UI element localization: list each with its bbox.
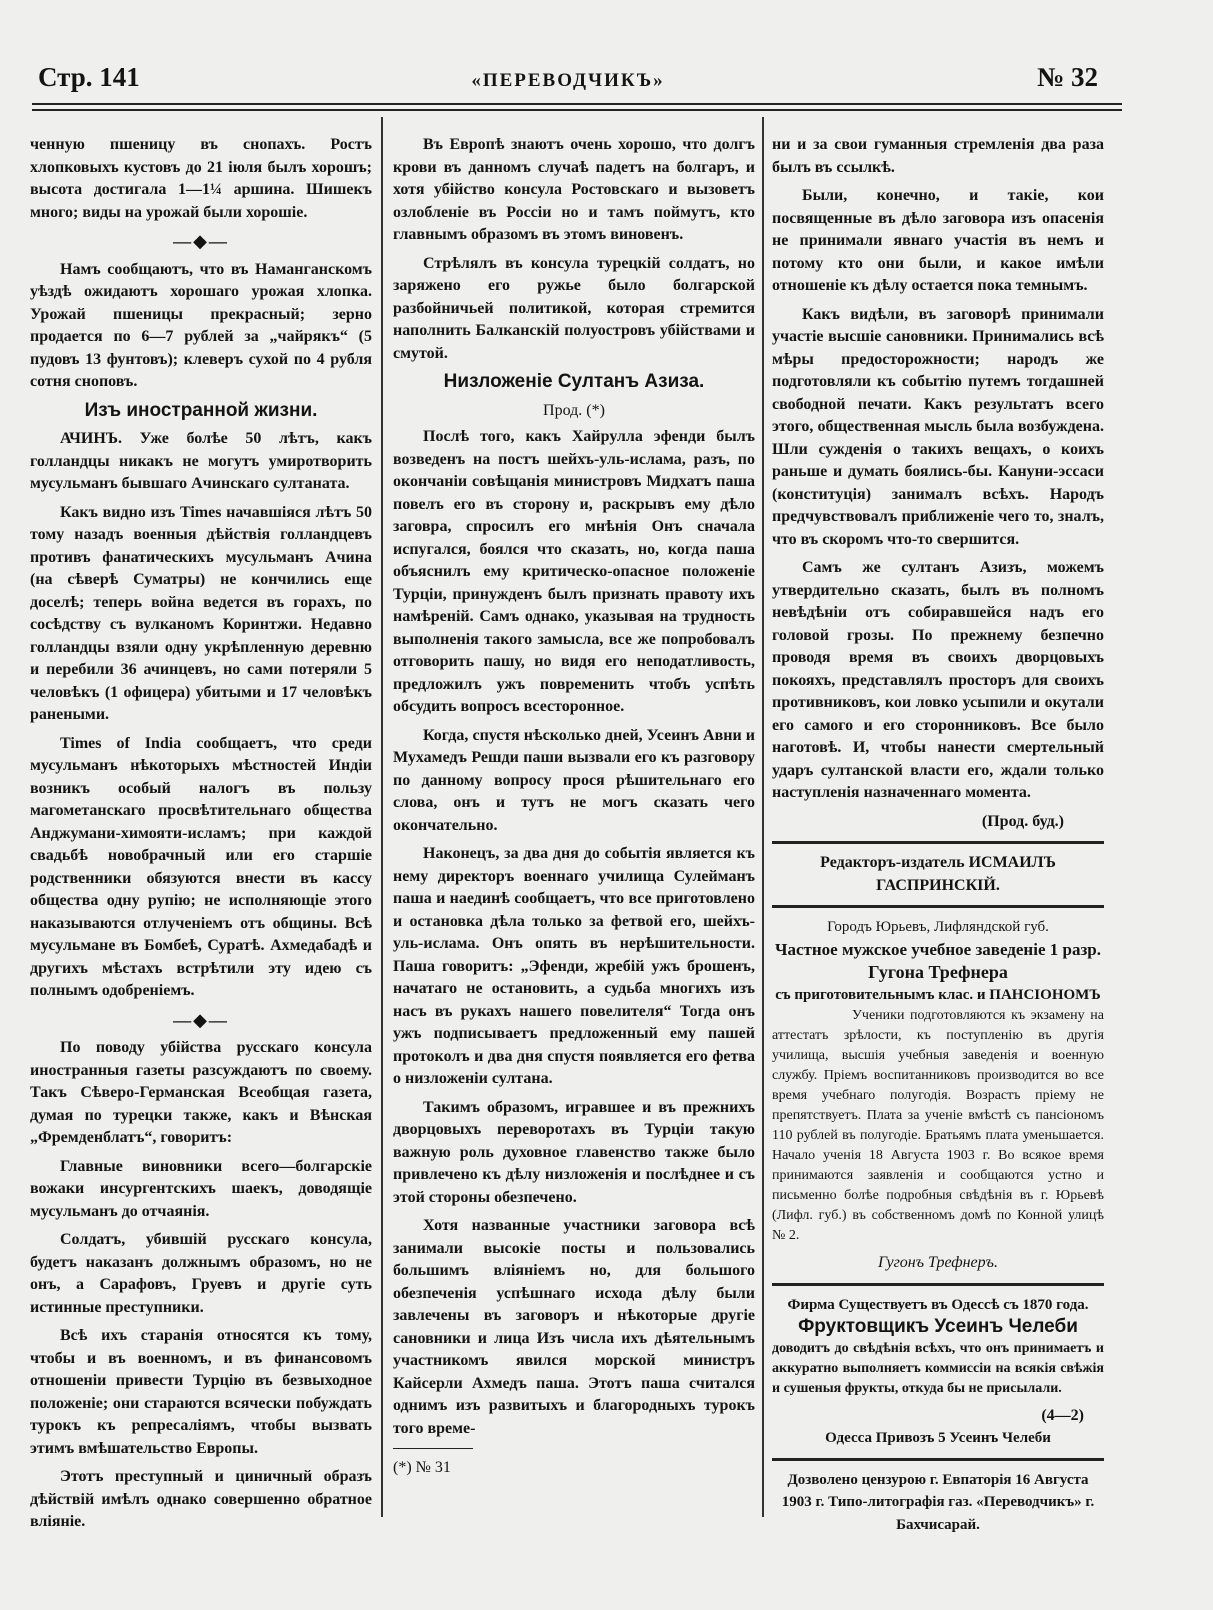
editor-line: Редакторъ-издатель ИСМАИЛЪ ГАСПРИНСКІЙ. — [820, 854, 1056, 894]
paragraph: Такимъ образомъ, игравшее и въ прежнихъ дворцовыхъ переворотахъ въ Турціи такую важную роль духовное главенство также было привлечено къ дѣлу низложенія и послѣднее и съ этой стороны обезпечено. — [393, 1098, 755, 1206]
paragraph: Этотъ преступный и циничный образъ дѣйствій имѣлъ однако совершенно обратное вліяніе. — [30, 1468, 372, 1530]
continued-note: Прод. (*) — [543, 401, 605, 419]
ad-city: Городъ Юрьевъ, Лифляндской губ. — [827, 919, 1049, 935]
paragraph: Главные виновники всего—болгарскіе вожаки инсургентскихъ шаекъ, доводящіе мусульманъ до отчаянія. — [30, 1157, 372, 1220]
ad-title: Частное мужское учебное заведеніе 1 разр. — [774, 939, 1101, 959]
paragraph: Какъ видно изъ Times начавшіяся лѣтъ 50 тому назадъ военныя дѣйствія голландцевъ противъ фанатическихъ мусульманъ Ачина (на сѣверѣ Суматры) не кончились еще доселѣ; теперь война ведется въ горахъ, по сосѣдству съ вулканомъ Коринтжи. Недавно голландцы взяли одну укрѣпленную деревню и перебили 36 ачинцевъ, но сами потеряли 5 человѣкъ (1 офицера) убитыми и 17 человѣкъ ранеными. — [30, 503, 372, 723]
paragraph: Хотя названные участники заговора всѣ занимали высокіе посты и пользовались большимъ вліяніемъ но, для большого обезпеченія успѣшнаго исхода дѣлу были завлечены въ заговоръ и нѣкоторые другіе сановники и лица Изъ числа ихъ дѣятельнымъ участникомъ явился морской министръ Кайсерли Ахмедъ паша. Этотъ паша считался однимъ изъ развитыхъ и благородныхъ турокъ того време- — [393, 1217, 755, 1437]
issue-number: № 32 — [1037, 62, 1098, 92]
column-1 — [30, 134, 372, 1540]
advertisement-fruit — [772, 1294, 1104, 1450]
paragraph: Всѣ ихъ старанія относятся къ тому, чтобы и въ военномъ, и въ финансовомъ отношеніи привести Турцію въ безвыходное положеніе; они стараются всячески побуждать турокъ къ репресаліямъ, чтобы вызвать этимъ вмѣшательство Европы. — [30, 1327, 372, 1457]
censorship-note: Дозволено цензурою г. Евпаторія 16 Августа 1903 г. Типо-литографія газ. «Переводчикъ» г. Бахчисарай. — [781, 1471, 1095, 1533]
paragraph: ни и за свои гуманныя стремленія два раза былъ въ ссылкѣ. — [772, 136, 1104, 176]
ad-firm: Фирма Существуетъ въ Одессѣ съ 1870 года. — [787, 1296, 1089, 1313]
ornament-separator: —◆— — [173, 1009, 229, 1030]
footnote: (*) № 31 — [393, 1459, 451, 1476]
rule — [772, 1283, 1104, 1286]
column-2 — [393, 134, 755, 1480]
ad-name: Фруктовщикъ Усеинъ Челеби — [798, 1316, 1078, 1337]
ad-signature: Гугонъ Трефнеръ. — [878, 1254, 998, 1271]
rule — [772, 1458, 1104, 1461]
ad-body: доводитъ до свѣдѣнія всѣхъ, что онъ принимаетъ и аккуратно выполняетъ коммиссіи на всякія свѣжія и сушеныя фрукты, откуда бы не присылали. — [772, 1340, 1104, 1396]
column-divider — [381, 117, 383, 1517]
paragraph: Въ Европѣ знаютъ очень хорошо, что долгъ крови въ данномъ случаѣ падетъ на болгаръ, и хотя убійство консула Ростовскаго и вызоветъ озлобленіе въ Россіи но и тамъ поймутъ, кто главнымъ образомъ въ этомъ виновенъ. — [393, 136, 755, 243]
ad-address: Одесса Привозъ 5 Усеинъ Челеби — [825, 1430, 1051, 1446]
paragraph: Были, конечно, и такіе, кои посвященные въ дѣло заговора изъ опасенія не принимали явнаго участія въ немъ и потому кто они были, и какое имѣли отношеніе къ дѣлу остается пока темнымъ. — [772, 187, 1104, 294]
footnote-rule — [393, 1448, 473, 1449]
paragraph: Наконецъ, за два дня до событія является къ нему директоръ военнаго училища Сулейманъ паша и наединѣ сообщаетъ, что все приготовлено и остановка дѣла только за фетвой его, шейхъ-уль-ислама. Онъ опять въ нерѣшительности. Паша говоритъ: „Эфенди, жребій ужъ брошенъ, начатаго не остановить, а судьба многихъ изъ насъ въ рукахъ нашего повелителя“ Тогда онъ ужъ подписываетъ предложенный ему пашей протоколъ и два дня спустя появляется его фетва о низложеніи султана. — [393, 845, 755, 1087]
page-number: Стр. 141 — [38, 62, 140, 92]
paragraph: По поводу убійства русскаго консула иностранныя газеты разсуждаютъ по своему. Такъ Сѣверо-Германская Всеобщая газета, думая по турецки также, какъ и Вѣнская „Фремденблатъ“, говоритъ: — [30, 1039, 372, 1146]
header-rule — [32, 103, 1122, 111]
ad-name: Гугона Трефнера — [868, 962, 1008, 982]
paragraph: АЧИНЪ. Уже болѣе 50 лѣтъ, какъ голландцы никакъ не могутъ умиротворить мусульманъ бывшаго Ачинскаго султаната. — [30, 430, 372, 492]
article-heading: Низложеніе Султанъ Азиза. — [443, 371, 705, 392]
paragraph: Times of India сообщаетъ, что среди мусульманъ нѣкоторыхъ мѣстностей Индіи возникъ особый налогъ въ пользу магометанскаго просвѣтительнаго общества Анджумани-химояти-исламъ; при каждой свадьбѣ новобрачный или его старшіе родственники обязуются внести въ кассу общества одну рупію; не исполняющіе этого наказываются отлученіемъ отъ общины. Всѣ мусульмане въ Бомбеѣ, Суратѣ. Ахмедабадѣ и другихъ мѣстахъ встрѣтили эту идею съ полнымъ одобреніемъ. — [30, 734, 372, 999]
paragraph: Когда, спустя нѣсколько дней, Усеинъ Авни и Мухамедъ Решди паши вызвали его къ разговору по данному вопросу прося рѣшительнаго его слова, онъ и тутъ не могъ сказать чего окончательно. — [393, 726, 755, 834]
column-divider — [762, 117, 764, 1517]
masthead — [38, 62, 1098, 102]
ad-code: (4—2) — [1041, 1406, 1084, 1424]
paragraph: Стрѣлялъ въ консула турецкій солдатъ, но заряжено его ружье было болгарской разбойничьей политикой, которая стремится наполнить Балканскій полуостровъ убійствами и смутой. — [393, 254, 755, 362]
paragraph: ченную пшеницу въ снопахъ. Ростъ хлопковыхъ кустовъ до 21 іюля былъ хорошъ; высота достигала 1—1¼ аршина. Шишекъ много; виды на урожай были хорошіе. — [30, 136, 372, 221]
newspaper-title: «ПЕРЕВОДЧИКЪ» — [471, 70, 665, 91]
ad-body: Ученики подготовляются къ экзамену на аттестатъ зрѣлости, къ поступленію въ другія училища, высшія учебныя заведенія и военную службу. Пріемъ воспитанниковъ производится во все время учебнаго полугодія. Возрастъ пріему не препятствуетъ. Плата за ученіе вмѣстѣ съ пансіономъ 110 рублей въ полугодіе. Братьямъ плата уменьшается. Начало ученія 18 Августа 1903 г. Во всякое время принимаются заявленія и сообщаются устно и письменно болѣе подробныя свѣдѣнія въ г. Юрьевѣ (Лифл. губ.) въ собственномъ домѣ по Конной улицѣ № 2. — [772, 1008, 1104, 1243]
paragraph: Солдатъ, убившій русскаго консула, будетъ наказанъ должнымъ образомъ, но не онъ, а Сарафовъ, Груевъ и другіе суть истинные преступники. — [30, 1231, 372, 1316]
ad-subtitle: съ приготовительнымъ клас. и ПАНСІОНОМЪ — [775, 986, 1101, 1003]
paragraph: Намъ сообщаютъ, что въ Наманганскомъ уѣздѣ ожидаютъ хорошаго урожая хлопка. Урожай пшеницы прекрасный; зерно продается по 6—7 рублей за „чайрякъ“ (5 пудовъ 13 фунтовъ); клеверъ сухой по 4 рубля сотня сноповъ. — [30, 260, 372, 390]
paragraph: Послѣ того, какъ Хайрулла эфенди былъ возведенъ на постъ шейхъ-уль-ислама, разъ, по окончаніи совѣщанія министровъ Мидхатъ паша повелъ его въ сторону и, раскрывъ ему дѣло заговра, спросилъ его мнѣнія Онъ сначала испугался, боялся что сказать, но, когда паша объяснилъ ему критическо-опасное положеніе Турціи, принужденъ былъ признать правоту ихъ намѣреній. Самъ однако, указывая на трудность выполненія такого замысла, все же попробовалъ отговорить пашу, но видя его неподатливость, предложилъ ужъ повременить чтобъ успѣть обсудить вопросъ всесторонное. — [393, 428, 755, 715]
ornament-separator: —◆— — [173, 231, 229, 251]
paragraph: Какъ видѣли, въ заговорѣ принимали участіе высшіе сановники. Принимались всѣ мѣры предосторожности; народъ же подготовляли къ событію путемъ тогдашней свободной печати. Какъ результатъ всего этого, общественная мысль была возбуждена. Шли сужденія о такихъ вещахъ, о коихъ раньше и думать боялись-бы. Кануни-эссаси (конституція) занималъ всѣхъ. Народъ предчувствовалъ приближеніе чего то, зналъ, что въ скоромъ что-то свершится. — [772, 305, 1104, 548]
column-3 — [772, 134, 1104, 1536]
rule — [772, 841, 1104, 844]
rule — [772, 905, 1104, 908]
section-heading: Изъ иностранной жизни. — [84, 399, 318, 421]
paragraph: Самъ же султанъ Азизъ, можемъ утвердительно сказать, былъ въ полномъ невѣдѣніи отъ собиравшейся надъ его головой грозы. По прежнему безпечно проводя время въ своихъ дворцовыхъ покояхъ, представлялъ просторъ для своихъ противниковъ, кои ловко усыпили и окутали его самого и его сторонниковъ. Все было наготовѣ. И, чтобы нанести смертельный ударъ султанской власти его, ждали только наступленія назначеннаго момента. — [772, 559, 1104, 801]
advertisement-school — [772, 916, 1104, 1275]
to-be-continued: (Прод. буд.) — [981, 812, 1064, 830]
